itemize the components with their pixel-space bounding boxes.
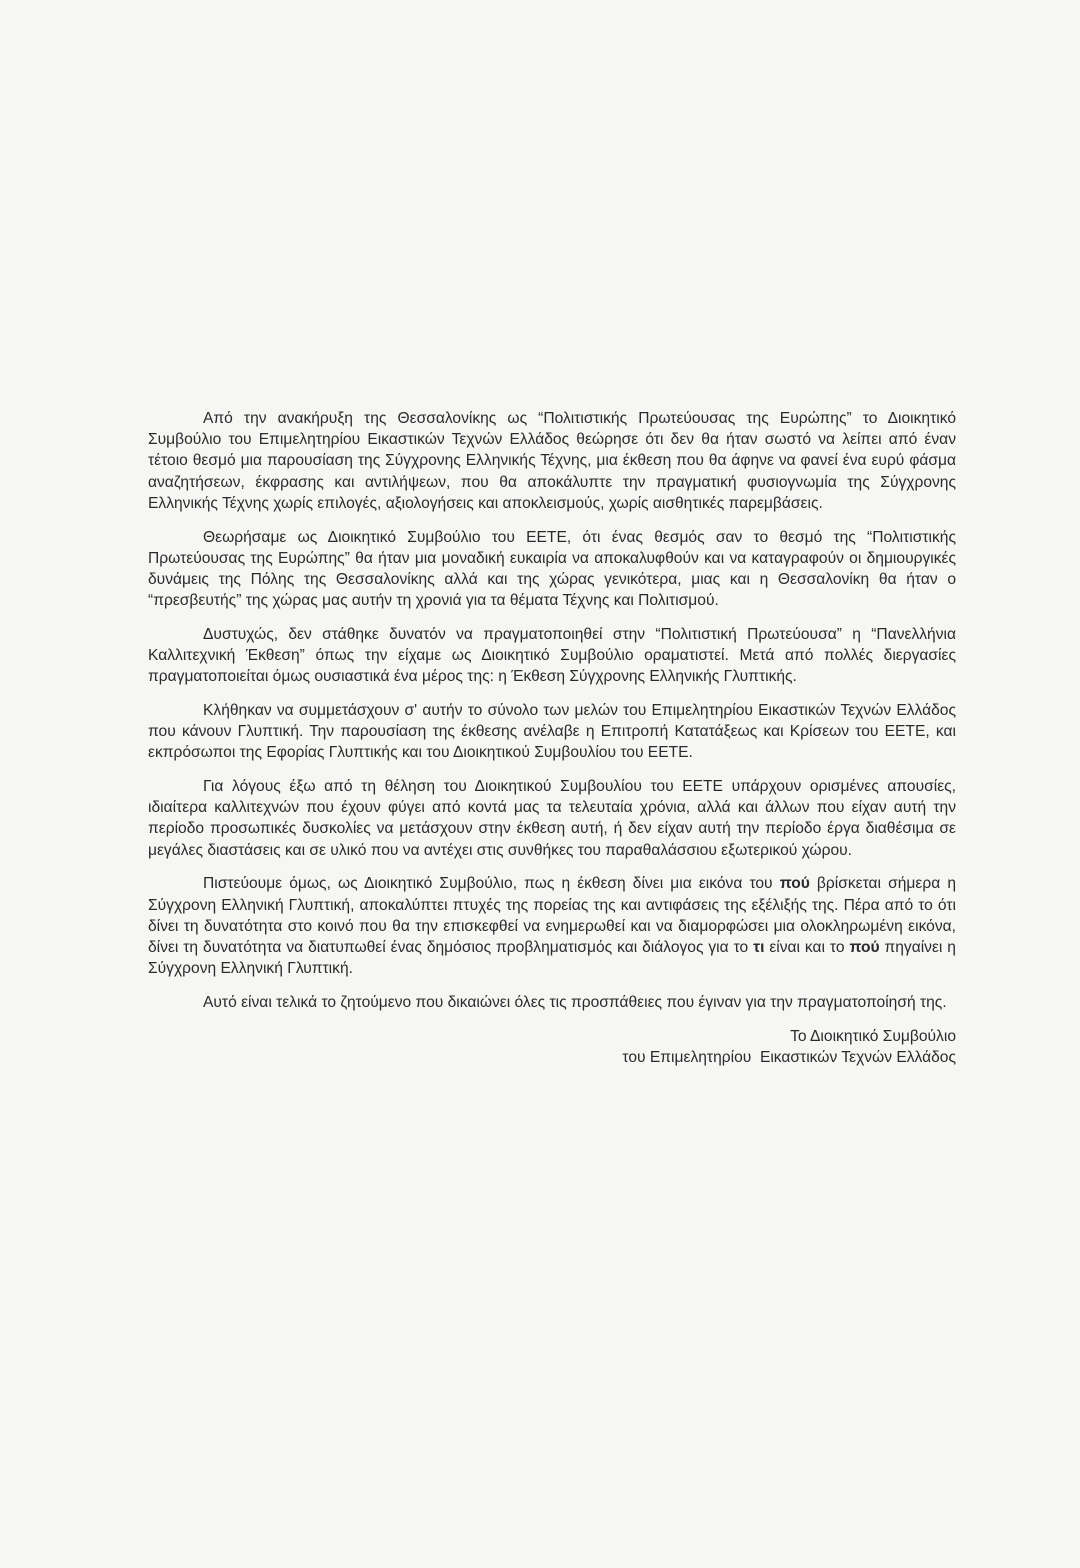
paragraph-text: Αυτό είναι τελικά το ζητούμενο που δικαιώνει όλες τις προσπάθειες που έγιναν για την πραγματοποίησή της.	[203, 993, 947, 1011]
signature-line-1: Το Διοικητικό Συμβούλιο	[790, 1027, 956, 1045]
emphasis-where: πού	[779, 875, 810, 893]
emphasis-where: πού	[849, 938, 880, 956]
paragraph-text: πηγαίνει η Σύγχρονη Ελληνική Γλυπτική.	[148, 938, 956, 978]
paragraph-3	[148, 624, 956, 688]
paragraph-2	[148, 527, 956, 612]
letter-body	[148, 408, 956, 1068]
paragraph-text: Κλήθηκαν να συμμετάσχουν σ' αυτήν το σύνολο των μελών του Επιμελητηρίου Εικαστικών Τεχνών Ελλάδος που κάνουν Γλυπτική. Την παρουσίαση της έκθεσης ανέλαβε η Επιτροπή Κατατάξεως και Κρίσεων του ΕΕΤΕ, και εκπρόσωποι της Εφορίας Γλυπτικής και του Διοικητικού Συμβουλίου του ΕΕΤΕ.	[148, 701, 956, 762]
signature-block	[148, 1026, 956, 1068]
paragraph-text: είναι και το	[764, 938, 850, 956]
paragraph-6	[148, 873, 956, 979]
signature-line-2: του Επιμελητηρίου Εικαστικών Τεχνών Ελλάδος	[622, 1048, 956, 1066]
paragraph-5	[148, 776, 956, 861]
paragraph-text: βρίσκεται σήμερα η Σύγχρονη Ελληνική Γλυπτική, αποκαλύπτει πτυχές της πορείας της και αντιφάσεις της εξέλιξής της. Πέρα από το ότι δίνει τη δυνατότητα στο κοινό που θα την επισκεφθεί να ενημερωθεί και να διαμορφώσει μια ολοκληρωμένη εικόνα, δίνει τη δυνατότητα να διατυπωθεί ένας δημόσιος προβληματισμός και διάλογος για το	[148, 875, 957, 956]
emphasis-what: τι	[753, 938, 765, 956]
paragraph-4	[148, 700, 956, 764]
paragraph-text: Θεωρήσαμε ως Διοικητικό Συμβούλιο του ΕΕΤΕ, ότι ένας θεσμός σαν το θεσμό της “Πολιτιστικής Πρωτεύουσας της Ευρώπης” θα ήταν μια μοναδική ευκαιρία να αποκαλυφθούν και να καταγραφούν οι δημιουργικές δυνάμεις της Πόλης της Θεσσαλονίκης αλλά και της χώρας γενικότερα, μιας και η Θεσσαλονίκη θα ήταν ο “πρεσβευτής” της χώρας μας αυτήν τη χρονιά για τα θέματα Τέχνης και Πολιτισμού.	[148, 528, 956, 610]
paragraph-text: Από την ανακήρυξη της Θεσσαλονίκης ως “Πολιτιστικής Πρωτεύουσας της Ευρώπης” το Διοικητικό Συμβούλιο του Επιμελητηρίου Εικαστικών Τεχνών Ελλάδος θεώρησε ότι δεν θα ήταν σωστό να λείπει από έναν τέτοιο θεσμό μια παρουσίαση της Σύγχρονης Ελληνικής Τέχνης, μια έκθεση που θα άφηνε να φανεί ένα ευρύ φάσμα αναζητήσεων, έκφρασης και αντιλήψεων, που θα αποκάλυπτε την πραγματική φυσιογνωμία της Σύγχρονης Ελληνικής Τέχνης χωρίς επιλογές, αξιολογήσεις και αποκλεισμούς, χωρίς αισθητικές παρεμβάσεις.	[148, 410, 956, 512]
paragraph-text: Δυστυχώς, δεν στάθηκε δυνατόν να πραγματοποιηθεί στην “Πολιτιστική Πρωτεύουσα” η “Πανελλήνια Καλλιτεχνική Έκθεση” όπως την είχαμε ως Διοικητικό Συμβούλιο οραματιστεί. Μετά από πολλές διεργασίες πραγματοποιείται όμως ουσιαστικά ένα μέρος της: η Έκθεση Σύγχρονης Ελληνικής Γλυπτικής.	[148, 625, 956, 686]
paragraph-1	[148, 408, 956, 514]
paragraph-text: Πιστεύουμε όμως, ως Διοικητικό Συμβούλιο, πως η έκθεση δίνει μια εικόνα του	[203, 875, 780, 893]
paragraph-text: Για λόγους έξω από τη θέληση του Διοικητικού Συμβουλίου του ΕΕΤΕ υπάρχουν ορισμένες απουσίες, ιδιαίτερα καλλιτεχνών που έχουν φύγει από κοντά μας τα τελευταία χρόνια, αλλά και άλλων που είχαν αυτή την περίοδο προσωπικές δυσκολίες να μετάσχουν στην έκθεση αυτή, ή δεν είχαν αυτή την περίοδο έργα διαθέσιμα σε μεγάλες διαστάσεις και σε υλικό που να αντέχει στις συνθήκες του παραθαλάσσιου εξωτερικού χώρου.	[148, 778, 956, 859]
paragraph-7	[148, 992, 956, 1013]
